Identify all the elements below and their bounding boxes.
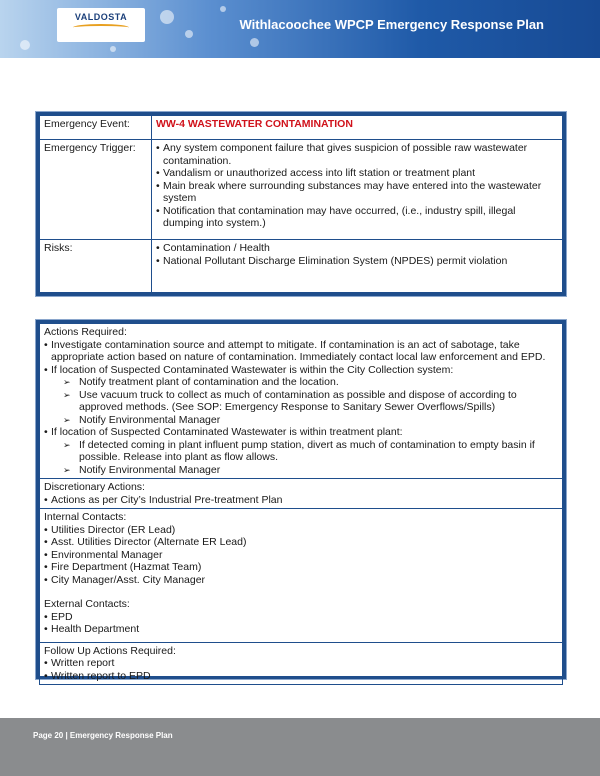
list-item: • Asst. Utilities Director (Alternate ER Lead) xyxy=(44,536,558,549)
list-item: • EPD xyxy=(44,611,558,624)
list-item: • Written report to EPD xyxy=(44,670,558,683)
discretionary-list xyxy=(44,494,558,507)
bubble-decoration xyxy=(185,30,193,38)
risks-list xyxy=(156,242,558,267)
bubble-decoration xyxy=(160,10,174,24)
list-item: ➢ Notify Environmental Manager xyxy=(57,464,558,477)
list-item: • Fire Department (Hazmat Team) xyxy=(44,561,558,574)
header-title: Withlacoochee WPCP Emergency Response Plan xyxy=(239,17,544,32)
internal-list xyxy=(44,524,558,587)
logo-swoosh-icon xyxy=(73,24,129,31)
list-item: ➢ Notify Environmental Manager xyxy=(57,414,558,427)
bubble-decoration xyxy=(20,40,30,50)
list-item: • Notification that contamination may have occurred, (i.e., industry spill, illegal dumping into system.) xyxy=(156,205,558,230)
followup-list xyxy=(44,657,558,682)
actions-label: Actions Required: xyxy=(44,326,127,338)
list-item: • If location of Suspected Contaminated Wastewater is within treatment plant: xyxy=(44,426,558,439)
contacts-cell xyxy=(40,509,563,643)
list-item: • Contamination / Health xyxy=(156,242,558,255)
page-footer xyxy=(0,718,600,776)
event-value: WW-4 WASTEWATER CONTAMINATION xyxy=(152,116,563,140)
list-item: • Any system component failure that gives suspicion of possible raw wastewater contamination. xyxy=(156,142,558,167)
valdosta-logo xyxy=(57,8,145,42)
list-item: • Investigate contamination source and attempt to mitigate. If contamination is an act of sabotage, take appropriate action based on nature of contamination. Immediately contact local law enforcement and EPD. xyxy=(44,339,558,364)
list-item: ➢ Use vacuum truck to collect as much of contamination as possible and dispose of according to approved methods. (See SOP: Emergency Response to Sanitary Sewer Overflows/Spills) xyxy=(57,389,558,414)
collection-sublist xyxy=(57,376,558,426)
risks-label: Risks: xyxy=(40,240,152,293)
list-item: ➢ Notify treatment plant of contamination and the location. xyxy=(57,376,558,389)
list-item: • City Manager/Asst. City Manager xyxy=(44,574,558,587)
plant-sublist xyxy=(57,439,558,477)
external-list xyxy=(44,611,558,636)
trigger-label: Emergency Trigger: xyxy=(40,140,152,240)
list-item: • Utilities Director (ER Lead) xyxy=(44,524,558,537)
event-table xyxy=(36,112,566,296)
list-item: • National Pollutant Discharge Elimination System (NPDES) permit violation xyxy=(156,255,558,268)
discretionary-label: Discretionary Actions: xyxy=(44,481,145,493)
list-item: • If location of Suspected Contaminated Wastewater is within the City Collection system: xyxy=(44,364,558,377)
trigger-cell xyxy=(152,140,563,240)
list-item: • Health Department xyxy=(44,623,558,636)
trigger-list xyxy=(156,142,558,230)
external-label: External Contacts: xyxy=(44,598,130,610)
footer-text: Page 20 | Emergency Response Plan xyxy=(33,731,173,740)
discretionary-cell xyxy=(40,479,563,509)
list-item: • Vandalism or unauthorized access into lift station or treatment plant xyxy=(156,167,558,180)
list-item: • Main break where surrounding substances may have entered into the wastewater system xyxy=(156,180,558,205)
logo-text: VALDOSTA xyxy=(74,12,128,22)
bubble-decoration xyxy=(220,6,226,12)
actions-cell xyxy=(40,324,563,479)
actions-list-2 xyxy=(44,426,558,439)
list-item: • Actions as per City’s Industrial Pre-treatment Plan xyxy=(44,494,558,507)
actions-list xyxy=(44,339,558,377)
list-item: • Written report xyxy=(44,657,558,670)
actions-table xyxy=(36,320,566,682)
bubble-decoration xyxy=(250,38,259,47)
followup-label: Follow Up Actions Required: xyxy=(44,644,176,657)
list-item: • Environmental Manager xyxy=(44,549,558,562)
internal-label: Internal Contacts: xyxy=(44,511,127,523)
bubble-decoration xyxy=(110,46,116,52)
page-header xyxy=(0,0,600,58)
list-item: ➢ If detected coming in plant influent pump station, divert as much of contamination to empty basin if possible. Release into plant as flow allows. xyxy=(57,439,558,464)
risks-cell xyxy=(152,240,563,293)
followup-cell xyxy=(40,642,563,685)
event-label: Emergency Event: xyxy=(40,116,152,140)
